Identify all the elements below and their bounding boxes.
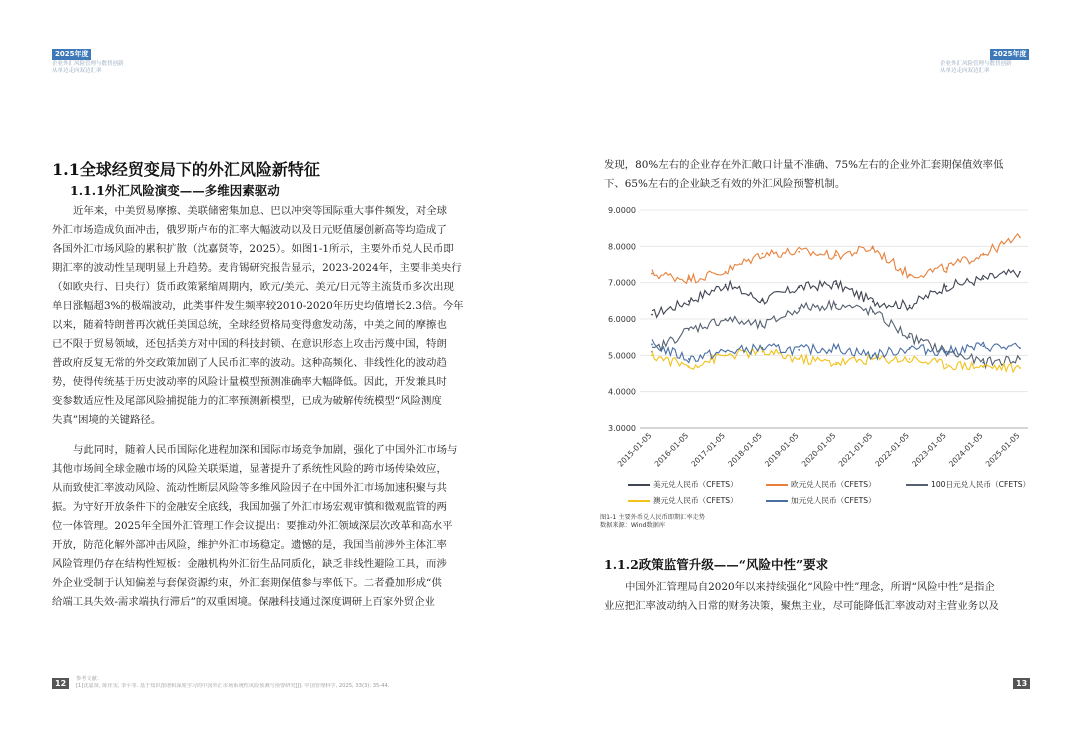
legend-label: 欧元兑人民币（CFETS） <box>791 480 876 489</box>
data-point-0-1 <box>688 300 690 302</box>
x-tick-label: 2019-01-05 <box>763 431 801 469</box>
data-point-4-7 <box>909 347 911 349</box>
x-tick-label: 2023-01-05 <box>910 431 948 469</box>
data-point-0-7 <box>909 305 911 307</box>
data-point-2-2 <box>725 318 727 320</box>
chart-svg <box>600 200 1030 500</box>
x-tick-label: 2025-01-05 <box>983 431 1022 469</box>
text-line: 近年来，中美贸易摩擦、美联储密集加息、巴以冲突等国际重大事件频发，对全球 <box>73 205 448 217</box>
text-line: 风险管理仍存在结构性短板：金融机构外汇衍生品同质化，缺乏非线性避险工具，而涉 <box>52 558 447 570</box>
data-point-1-9 <box>982 253 984 255</box>
header-subtitle-right-2: 从单边走向双边汇率 <box>940 68 990 74</box>
legend-swatch-eur <box>766 484 788 486</box>
section-heading-1-1-1: 1.1.1外汇风险演变——多维因素驱动 <box>70 183 280 198</box>
text-line: 发现，80%左右的企业存在外汇敞口计量不准确、75%左右的企业外汇套期保值效率低 <box>604 159 1004 171</box>
legend-label: 100日元兑人民币（CFETS） <box>931 480 1031 489</box>
data-point-4-10 <box>1019 347 1021 349</box>
series-line-2 <box>652 301 1020 368</box>
data-point-2-5 <box>835 304 837 306</box>
year-badge-left: 2025年度 <box>52 49 91 60</box>
data-point-0-2 <box>725 284 727 286</box>
data-point-1-6 <box>872 247 874 249</box>
caption-title: 图1-1 主要外币兑人民币即期汇率走势 <box>600 514 705 521</box>
year-badge-right: 2025年度 <box>990 49 1029 60</box>
header-subtitle-left-2: 从单边走向双边汇率 <box>52 68 102 74</box>
x-tick-label: 2022-01-05 <box>873 431 912 469</box>
data-point-2-6 <box>872 311 874 313</box>
x-tick-label: 2024-01-05 <box>947 431 985 469</box>
text-line: 从而致使汇率波动风险、流动性断层风险等多维风险因子在中国外汇市场加速积聚与共 <box>52 482 447 494</box>
y-tick-label: 3.0000 <box>608 424 636 433</box>
legend-swatch-jpy <box>906 484 928 486</box>
legend-label: 澳元兑人民币（CFETS） <box>653 496 738 505</box>
data-point-0-0 <box>651 314 653 316</box>
x-tick-label: 2018-01-05 <box>726 431 764 469</box>
data-point-4-4 <box>798 349 800 351</box>
left-paragraph-1 <box>52 202 530 430</box>
y-tick-label: 9.0000 <box>608 206 636 215</box>
data-point-0-6 <box>872 301 874 303</box>
data-point-1-10 <box>1019 236 1021 238</box>
text-line: 已不限于贸易领域，还包括美方对中国的科技封锁、在意识形态上攻击污蔑中国，特朗 <box>52 338 447 350</box>
data-point-3-3 <box>762 351 764 353</box>
text-line: （如欧央行、日央行）货币政策紧缩周期内，欧元/美元、美元/日元等主流货币多次出现 <box>52 281 454 293</box>
x-tick-label: 2015-01-05 <box>615 431 654 469</box>
x-tick-label: 2016-01-05 <box>652 431 691 469</box>
y-tick-label: 5.0000 <box>608 351 636 361</box>
data-point-4-0 <box>651 344 653 346</box>
text-line: 变参数适应性及尾部风险捕捉能力的汇率预测新模型，已成为破解传统模型“风险测度 <box>52 395 442 407</box>
y-tick-label: 7.0000 <box>608 278 636 288</box>
data-point-3-0 <box>651 354 653 356</box>
text-line: 中国外汇管理局自2020年以来持续强化“风险中性”理念，所谓“风险中性”是指企 <box>625 581 995 593</box>
x-tick-label: 2020-01-05 <box>799 431 838 469</box>
data-point-4-5 <box>835 347 837 349</box>
data-point-2-10 <box>1019 358 1021 360</box>
legend-swatch-aud <box>628 500 650 502</box>
data-point-4-9 <box>982 345 984 347</box>
legend-swatch-cad <box>766 500 788 502</box>
section-heading-1-1-2: 1.1.2政策监管升级——“风险中性”要求 <box>604 557 829 572</box>
text-line: 与此同时，随着人民币国际化进程加深和国际市场竞争加剧，强化了中国外汇市场与 <box>73 444 458 456</box>
text-line: 开放，防范化解外部冲击风险，维护外汇市场稳定。遗憾的是，我国当前涉外主体汇率 <box>52 539 447 551</box>
data-point-1-2 <box>725 271 727 273</box>
caption-source: 数据来源：Wind数据库 <box>600 522 666 529</box>
x-tick-label: 2021-01-05 <box>836 431 875 469</box>
section-heading-1-1: 1.1全球经贸变局下的外汇风险新特征 <box>52 160 320 179</box>
data-point-3-2 <box>725 354 727 356</box>
data-point-1-0 <box>651 273 653 275</box>
data-point-1-5 <box>835 255 837 257</box>
text-line: 各国外汇市场风险的累积扩散（沈嘉贤等，2025）。如图1-1所示，主要外币兑人民币即 <box>52 243 454 255</box>
series-line-0 <box>652 270 1020 318</box>
text-line: 业应把汇率波动纳入日常的财务决策，聚焦主业，尽可能降低汇率波动对主营业务以及 <box>604 600 999 612</box>
legend-label: 加元兑人民币（CFETS） <box>791 496 876 505</box>
text-line: 期汇率的波动性呈现明显上升趋势。麦肯锡研究报告显示，2023-2024年，主要非美央行 <box>52 262 462 274</box>
text-line: 普政府反复无常的外交政策加剧了人民币汇率的波动。这种高频化、非线性化的波动趋 <box>52 357 447 369</box>
data-point-3-10 <box>1019 367 1021 369</box>
data-point-4-3 <box>762 347 764 349</box>
text-line: 下、65%左右的企业缺乏有效的外汇风险预警机制。 <box>604 178 846 190</box>
data-point-4-2 <box>725 351 727 353</box>
data-point-1-1 <box>688 278 690 280</box>
data-point-4-6 <box>872 354 874 356</box>
data-point-1-3 <box>762 253 764 255</box>
header-subtitle-left-1: 企业外汇风险管理与数智创新 <box>52 61 124 67</box>
data-point-3-7 <box>909 358 911 360</box>
text-line: 势，使得传统基于历史波动率的风险计量模型预测准确率大幅降低。因此，开发兼具时 <box>52 376 447 388</box>
data-point-1-4 <box>798 251 800 253</box>
text-line: 以来，随着特朗普再次就任美国总统，全球经贸格局变得愈发动荡，中美之间的摩擦也 <box>52 319 447 331</box>
page-number-right: 13 <box>1013 678 1030 689</box>
y-tick-label: 8.0000 <box>608 242 636 252</box>
series-line-1 <box>652 234 1020 284</box>
x-tick-label: 2017-01-05 <box>689 431 728 469</box>
legend-cad <box>766 495 876 506</box>
text-line: 外汇市场造成负面冲击，俄罗斯卢布的汇率大幅波动以及日元贬值屡创新高等均造成了 <box>52 224 447 236</box>
text-line: 失真”困境的关键路径。 <box>52 414 162 426</box>
data-point-3-6 <box>872 358 874 360</box>
legend-jpy <box>906 479 1030 490</box>
legend-usd <box>628 479 738 490</box>
data-point-0-10 <box>1019 271 1021 273</box>
text-line: 振。为守好开放条件下的金融安全底线，我国加强了外汇市场宏观审慎和微观监管的两 <box>52 501 447 513</box>
data-point-2-3 <box>762 325 764 327</box>
footnote-reference: [1]沈嘉贤, 陈佳雯, 李平等. 基于知识图谱和深度学习的中国外汇市场系统性风险预测与预警研究[J]. 中国管理科学, 2025, 33(3): 35-44. <box>76 683 390 689</box>
footnote-title: 参考文献： <box>76 676 102 682</box>
data-point-0-5 <box>835 283 837 285</box>
data-point-0-3 <box>762 300 764 302</box>
legend-aud <box>628 495 738 506</box>
data-point-0-4 <box>798 286 800 288</box>
data-point-3-5 <box>835 362 837 364</box>
data-point-3-4 <box>798 358 800 360</box>
data-point-0-8 <box>946 285 948 287</box>
exchange-rate-chart <box>600 200 1030 500</box>
legend-eur <box>766 479 876 490</box>
right-bottom-paragraph <box>604 578 1034 616</box>
text-line: 给端工具失效-需求端执行滞后”的双重困境。保融科技通过深度调研上百家外贸企业 <box>52 596 435 608</box>
data-point-3-8 <box>946 364 948 366</box>
data-point-3-9 <box>982 365 984 367</box>
header-subtitle-right-1: 企业外汇风险管理与数智创新 <box>940 61 1012 67</box>
legend-swatch-usd <box>628 484 650 486</box>
data-point-2-4 <box>798 307 800 309</box>
page-number-left: 12 <box>52 678 69 689</box>
text-line: 其他市场间全球金融市场的风险关联渠道，显著提升了系统性风险的跨市场传染效应， <box>52 463 447 475</box>
text-line: 外企业受制于认知偏差与套保资源约束，外汇套期保值参与率低下。二者叠加形成“供 <box>52 577 442 589</box>
text-line: 位一体管理。2025年全国外汇管理工作会议提出：要推动外汇领域深层次改革和高水平 <box>52 520 453 532</box>
y-tick-label: 6.0000 <box>608 315 636 324</box>
data-point-1-7 <box>909 275 911 277</box>
data-point-4-8 <box>946 351 948 353</box>
chart-caption <box>600 514 705 530</box>
data-point-0-9 <box>982 278 984 280</box>
left-paragraph-2 <box>52 441 530 612</box>
y-tick-label: 4.0000 <box>608 387 636 397</box>
data-point-2-9 <box>982 362 984 364</box>
right-top-paragraph <box>604 156 1034 194</box>
data-point-1-8 <box>946 267 948 269</box>
data-point-2-1 <box>688 329 690 331</box>
legend-label: 美元兑人民币（CFETS） <box>653 480 738 489</box>
data-point-3-1 <box>688 365 690 367</box>
data-point-4-1 <box>688 358 690 360</box>
data-point-2-7 <box>909 336 911 338</box>
text-line: 单日涨幅超3%的极端波动，此类事件发生频率较2010-2020年历史均值增长2.3倍。今年 <box>52 300 464 312</box>
